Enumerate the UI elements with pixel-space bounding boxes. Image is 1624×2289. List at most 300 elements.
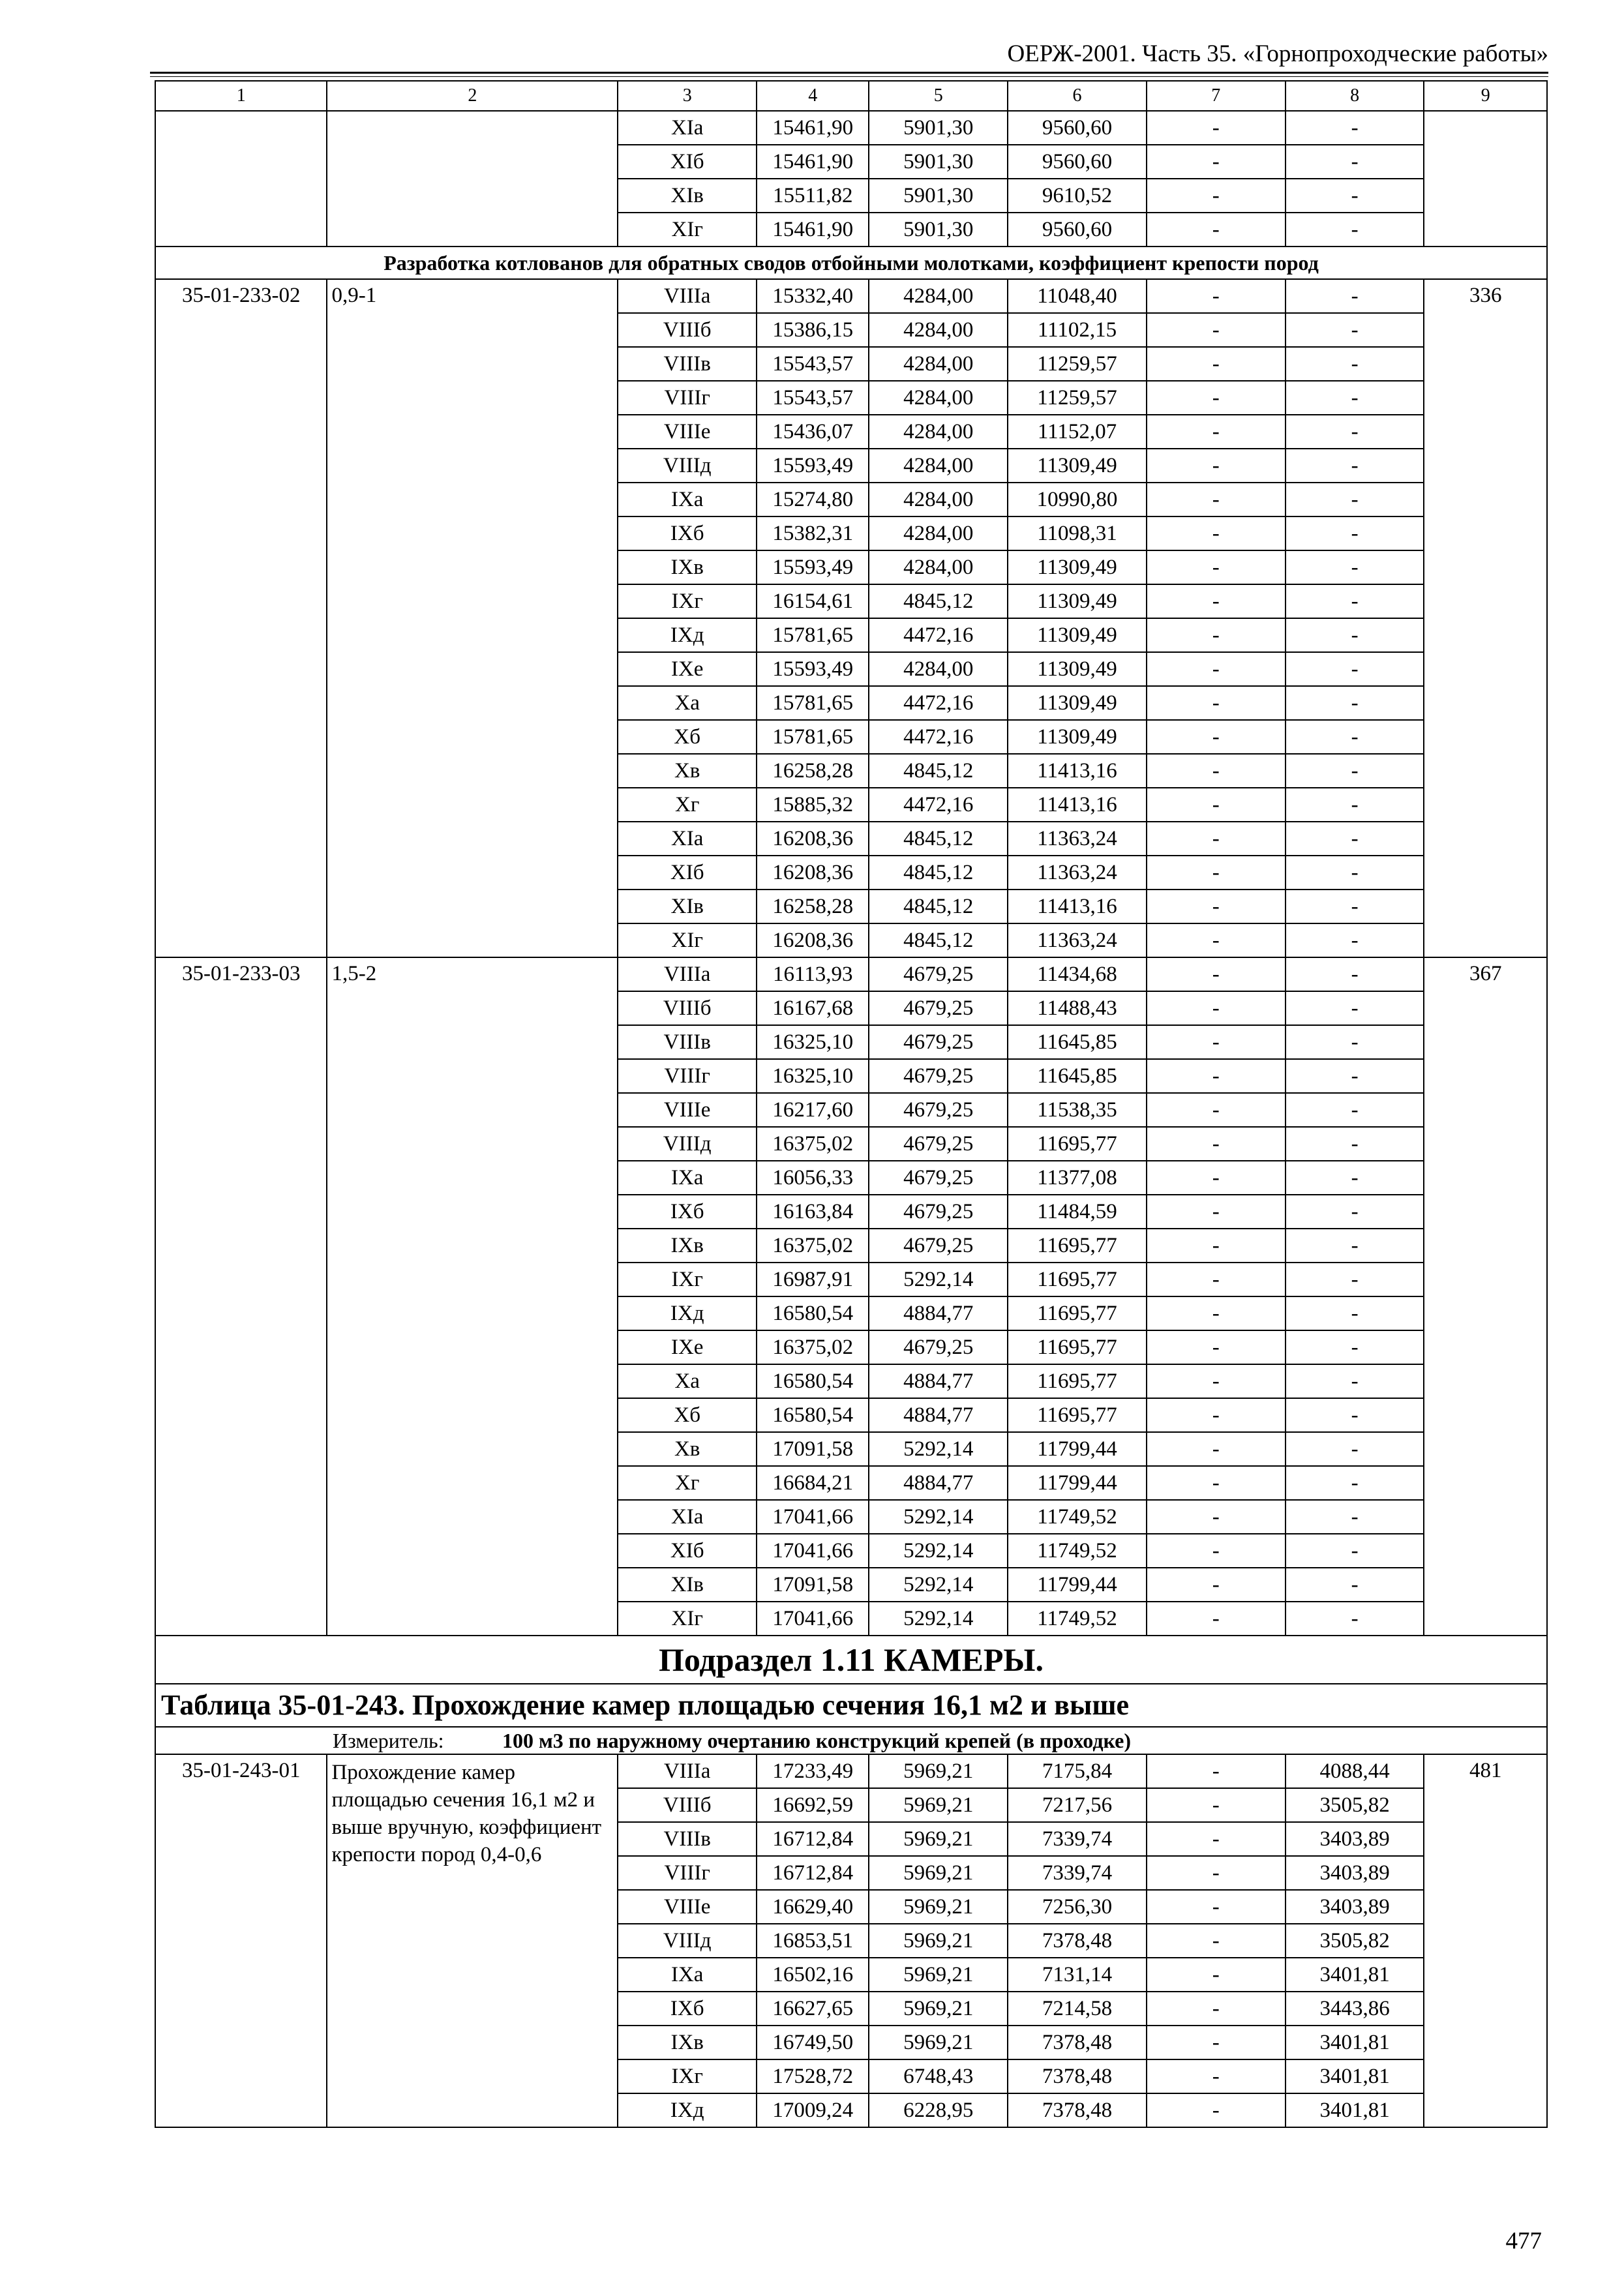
value-cell: 9610,52	[1008, 179, 1147, 213]
value-cell: 16375,02	[757, 1330, 869, 1364]
column-number: 2	[327, 81, 618, 111]
table-row	[155, 279, 1547, 313]
value-cell: -	[1147, 1602, 1286, 1636]
value-cell: -	[1147, 1958, 1286, 1992]
value-cell: -	[1147, 1432, 1286, 1466]
value-cell: 9560,60	[1008, 145, 1147, 179]
value-cell: -	[1147, 279, 1286, 313]
value-cell: 15274,80	[757, 483, 869, 516]
value-cell: -	[1147, 652, 1286, 686]
value-cell: 16375,02	[757, 1127, 869, 1161]
value-cell: -	[1147, 1788, 1286, 1822]
region-zone-cell: VIIIв	[618, 347, 757, 381]
region-zone-cell: XIа	[618, 1500, 757, 1534]
region-zone-cell: VIIIб	[618, 313, 757, 347]
value-cell: -	[1147, 1059, 1286, 1093]
value-cell: -	[1286, 550, 1424, 584]
value-cell: 7378,48	[1008, 2059, 1147, 2093]
value-cell: 4679,25	[869, 1330, 1008, 1364]
value-cell: 4284,00	[869, 449, 1008, 483]
value-cell: -	[1147, 1195, 1286, 1229]
rate-name-cell: 0,9-1	[327, 279, 618, 957]
value-cell: 11538,35	[1008, 1093, 1147, 1127]
value-cell: 15332,40	[757, 279, 869, 313]
value-cell: 17041,66	[757, 1534, 869, 1568]
region-zone-cell: IXв	[618, 2026, 757, 2059]
region-zone-cell: IXв	[618, 1229, 757, 1263]
value-cell: 4845,12	[869, 890, 1008, 923]
value-cell: 3443,86	[1286, 1992, 1424, 2026]
value-cell: -	[1147, 1992, 1286, 2026]
value-cell: 16580,54	[757, 1398, 869, 1432]
value-cell: 11695,77	[1008, 1127, 1147, 1161]
value-cell: 11749,52	[1008, 1534, 1147, 1568]
value-cell: 16154,61	[757, 584, 869, 618]
value-cell: -	[1286, 1602, 1424, 1636]
value-cell: 5292,14	[869, 1568, 1008, 1602]
region-zone-cell: XIб	[618, 1534, 757, 1568]
value-cell: -	[1147, 2093, 1286, 2127]
value-cell: 16712,84	[757, 1856, 869, 1890]
value-cell: 4284,00	[869, 347, 1008, 381]
value-cell: 4679,25	[869, 1059, 1008, 1093]
region-zone-cell: VIIIе	[618, 1890, 757, 1924]
value-cell: -	[1147, 145, 1286, 179]
value-cell: 4845,12	[869, 856, 1008, 890]
region-zone-cell: IXг	[618, 2059, 757, 2093]
value-cell: 7378,48	[1008, 2093, 1147, 2127]
value-cell: 4845,12	[869, 584, 1008, 618]
value-cell: -	[1286, 516, 1424, 550]
value-cell: 16056,33	[757, 1161, 869, 1195]
value-cell: -	[1147, 1229, 1286, 1263]
value-cell: 5969,21	[869, 1890, 1008, 1924]
value-cell: -	[1147, 516, 1286, 550]
value-cell: 11363,24	[1008, 923, 1147, 957]
value-cell: 4884,77	[869, 1364, 1008, 1398]
value-cell: 5969,21	[869, 1958, 1008, 1992]
value-cell: 9560,60	[1008, 213, 1147, 247]
value-cell: 17091,58	[757, 1432, 869, 1466]
value-cell: -	[1286, 584, 1424, 618]
value-cell: 3403,89	[1286, 1856, 1424, 1890]
value-cell: -	[1147, 1568, 1286, 1602]
value-cell: -	[1147, 1500, 1286, 1534]
value-cell: 4284,00	[869, 313, 1008, 347]
value-cell: -	[1286, 890, 1424, 923]
value-cell: -	[1286, 347, 1424, 381]
column-number-row	[155, 81, 1547, 111]
region-zone-cell: VIIIв	[618, 1025, 757, 1059]
value-cell: 4679,25	[869, 1229, 1008, 1263]
value-cell: 4679,25	[869, 1161, 1008, 1195]
value-cell: -	[1286, 483, 1424, 516]
value-cell: 15781,65	[757, 686, 869, 720]
value-cell: 7339,74	[1008, 1856, 1147, 1890]
value-cell: -	[1147, 1330, 1286, 1364]
value-cell: 16217,60	[757, 1093, 869, 1127]
region-zone-cell: VIIIд	[618, 449, 757, 483]
value-cell: -	[1147, 1364, 1286, 1398]
value-cell: 11259,57	[1008, 347, 1147, 381]
value-cell: 4679,25	[869, 1093, 1008, 1127]
value-cell: -	[1147, 1534, 1286, 1568]
value-cell: -	[1147, 788, 1286, 822]
value-cell: 16375,02	[757, 1229, 869, 1263]
rate-code-cell	[155, 111, 327, 247]
value-cell: 11363,24	[1008, 856, 1147, 890]
region-zone-cell: VIIIб	[618, 991, 757, 1025]
value-cell: 17233,49	[757, 1754, 869, 1788]
value-cell: 16853,51	[757, 1924, 869, 1958]
rate-name-cell: 1,5-2	[327, 957, 618, 1636]
value-cell: -	[1147, 1127, 1286, 1161]
region-zone-cell: XIб	[618, 856, 757, 890]
value-cell: -	[1286, 1127, 1424, 1161]
region-zone-cell: Xв	[618, 1432, 757, 1466]
region-zone-cell: Xб	[618, 1398, 757, 1432]
table-title: Таблица 35-01-243. Прохождение камер площадью сечения 16,1 м2 и выше	[155, 1684, 1547, 1727]
value-cell: -	[1286, 1093, 1424, 1127]
value-cell: 15461,90	[757, 145, 869, 179]
value-cell: -	[1286, 213, 1424, 247]
value-cell: -	[1147, 1754, 1286, 1788]
value-cell: 15511,82	[757, 179, 869, 213]
column-number: 8	[1286, 81, 1424, 111]
value-cell: 11309,49	[1008, 449, 1147, 483]
value-cell: -	[1286, 111, 1424, 145]
value-cell: 4284,00	[869, 415, 1008, 449]
value-cell: 7214,58	[1008, 1992, 1147, 2026]
value-cell: 16987,91	[757, 1263, 869, 1296]
region-zone-cell: IXг	[618, 584, 757, 618]
value-cell: 11799,44	[1008, 1432, 1147, 1466]
value-cell: 16712,84	[757, 1822, 869, 1856]
value-cell: -	[1286, 1534, 1424, 1568]
region-zone-cell: IXе	[618, 1330, 757, 1364]
value-cell: 11749,52	[1008, 1500, 1147, 1534]
value-cell: 3505,82	[1286, 1924, 1424, 1958]
section-heading-row	[155, 247, 1547, 279]
value-cell: -	[1147, 1161, 1286, 1195]
value-cell: -	[1147, 991, 1286, 1025]
value-cell: 11048,40	[1008, 279, 1147, 313]
value-cell: 11488,43	[1008, 991, 1147, 1025]
value-cell: 3401,81	[1286, 2059, 1424, 2093]
rate-name-cell	[327, 111, 618, 247]
value-cell: 11413,16	[1008, 754, 1147, 788]
value-cell: -	[1147, 179, 1286, 213]
col9-cell	[1424, 111, 1547, 247]
value-cell: -	[1286, 279, 1424, 313]
value-cell: -	[1147, 2026, 1286, 2059]
value-cell: 16208,36	[757, 856, 869, 890]
running-header: ОЕРЖ-2001. Часть 35. «Горнопроходческие работы»	[1007, 40, 1548, 67]
rate-code-cell: 35-01-243-01	[155, 1754, 327, 2127]
value-cell: -	[1147, 890, 1286, 923]
measure-row	[155, 1727, 1547, 1754]
measure-cell	[155, 1727, 1547, 1754]
region-zone-cell: IXа	[618, 1161, 757, 1195]
section-heading: Разработка котлованов для обратных сводов отбойными молотками, коэффициент крепости пород	[155, 247, 1547, 279]
value-cell: 16749,50	[757, 2026, 869, 2059]
region-zone-cell: VIIIв	[618, 1822, 757, 1856]
value-cell: 5901,30	[869, 111, 1008, 145]
measure-label: Измеритель:	[333, 1729, 444, 1752]
value-cell: 5292,14	[869, 1432, 1008, 1466]
value-cell: 15593,49	[757, 652, 869, 686]
value-cell: 15543,57	[757, 347, 869, 381]
value-cell: -	[1147, 1822, 1286, 1856]
value-cell: 15382,31	[757, 516, 869, 550]
region-zone-cell: VIIIа	[618, 1754, 757, 1788]
value-cell: 3505,82	[1286, 1788, 1424, 1822]
value-cell: 16167,68	[757, 991, 869, 1025]
region-zone-cell: VIIIг	[618, 1856, 757, 1890]
value-cell: -	[1147, 1025, 1286, 1059]
value-cell: -	[1286, 991, 1424, 1025]
value-cell: 15543,57	[757, 381, 869, 415]
value-cell: 6748,43	[869, 2059, 1008, 2093]
value-cell: 15593,49	[757, 449, 869, 483]
value-cell: -	[1147, 213, 1286, 247]
value-cell: 11377,08	[1008, 1161, 1147, 1195]
value-cell: 3401,81	[1286, 2093, 1424, 2127]
value-cell: 11645,85	[1008, 1025, 1147, 1059]
region-zone-cell: IXа	[618, 1958, 757, 1992]
value-cell: 11695,77	[1008, 1263, 1147, 1296]
value-cell: -	[1286, 1398, 1424, 1432]
column-number: 5	[869, 81, 1008, 111]
value-cell: 3403,89	[1286, 1890, 1424, 1924]
value-cell: 4284,00	[869, 516, 1008, 550]
value-cell: -	[1286, 449, 1424, 483]
value-cell: 11309,49	[1008, 652, 1147, 686]
region-zone-cell: Xв	[618, 754, 757, 788]
table-row	[155, 111, 1547, 145]
value-cell: 17091,58	[757, 1568, 869, 1602]
value-cell: 4472,16	[869, 686, 1008, 720]
region-zone-cell: Xг	[618, 1466, 757, 1500]
value-cell: 5969,21	[869, 1992, 1008, 2026]
value-cell: 7175,84	[1008, 1754, 1147, 1788]
value-cell: 16502,16	[757, 1958, 869, 1992]
value-cell: -	[1286, 1263, 1424, 1296]
value-cell: 16325,10	[757, 1025, 869, 1059]
value-cell: -	[1286, 1229, 1424, 1263]
value-cell: 11098,31	[1008, 516, 1147, 550]
subsection-row	[155, 1636, 1547, 1684]
value-cell: 16580,54	[757, 1296, 869, 1330]
value-cell: -	[1286, 1568, 1424, 1602]
region-zone-cell: VIIIа	[618, 279, 757, 313]
value-cell: 7256,30	[1008, 1890, 1147, 1924]
value-cell: 4284,00	[869, 381, 1008, 415]
subsection-title: Подраздел 1.11 КАМЕРЫ.	[155, 1636, 1547, 1684]
value-cell: -	[1147, 1466, 1286, 1500]
value-cell: -	[1147, 822, 1286, 856]
value-cell: 9560,60	[1008, 111, 1147, 145]
region-zone-cell: IXв	[618, 550, 757, 584]
region-zone-cell: VIIIб	[618, 1788, 757, 1822]
value-cell: 16113,93	[757, 957, 869, 991]
value-cell: -	[1147, 381, 1286, 415]
value-cell: -	[1147, 313, 1286, 347]
value-cell: 17009,24	[757, 2093, 869, 2127]
value-cell: 17041,66	[757, 1602, 869, 1636]
value-cell: 4679,25	[869, 1025, 1008, 1059]
value-cell: 11413,16	[1008, 788, 1147, 822]
value-cell: 11695,77	[1008, 1364, 1147, 1398]
value-cell: 17041,66	[757, 1500, 869, 1534]
value-cell: 16208,36	[757, 923, 869, 957]
table-row	[155, 957, 1547, 991]
value-cell: 15436,07	[757, 415, 869, 449]
value-cell: 4472,16	[869, 720, 1008, 754]
region-zone-cell: VIIIг	[618, 381, 757, 415]
value-cell: -	[1286, 720, 1424, 754]
value-cell: 11695,77	[1008, 1398, 1147, 1432]
value-cell: -	[1286, 1432, 1424, 1466]
value-cell: 4088,44	[1286, 1754, 1424, 1788]
value-cell: 5969,21	[869, 1924, 1008, 1958]
value-cell: 5969,21	[869, 2026, 1008, 2059]
value-cell: 17528,72	[757, 2059, 869, 2093]
region-zone-cell: VIIIе	[618, 1093, 757, 1127]
region-zone-cell: IXб	[618, 516, 757, 550]
value-cell: -	[1286, 145, 1424, 179]
value-cell: 11799,44	[1008, 1466, 1147, 1500]
region-zone-cell: IXд	[618, 618, 757, 652]
region-zone-cell: IXб	[618, 1992, 757, 2026]
value-cell: -	[1147, 111, 1286, 145]
value-cell: -	[1147, 686, 1286, 720]
region-zone-cell: IXд	[618, 1296, 757, 1330]
value-cell: -	[1147, 1924, 1286, 1958]
col9-cell: 481	[1424, 1754, 1547, 2127]
region-zone-cell: XIв	[618, 179, 757, 213]
region-zone-cell: XIа	[618, 111, 757, 145]
value-cell: 5901,30	[869, 213, 1008, 247]
rate-code-cell: 35-01-233-03	[155, 957, 327, 1636]
value-cell: -	[1147, 1296, 1286, 1330]
value-cell: 16258,28	[757, 890, 869, 923]
value-cell: 10990,80	[1008, 483, 1147, 516]
table-title-row	[155, 1684, 1547, 1727]
page-number: 477	[1505, 2228, 1542, 2254]
value-cell: -	[1286, 1296, 1424, 1330]
value-cell: 15386,15	[757, 313, 869, 347]
value-cell: -	[1147, 1093, 1286, 1127]
col9-cell: 336	[1424, 279, 1547, 957]
value-cell: -	[1286, 381, 1424, 415]
column-number: 9	[1424, 81, 1547, 111]
value-cell: 7217,56	[1008, 1788, 1147, 1822]
value-cell: -	[1286, 1364, 1424, 1398]
value-cell: 16163,84	[757, 1195, 869, 1229]
value-cell: -	[1147, 347, 1286, 381]
header-rule-thin	[150, 76, 1548, 77]
value-cell: 3401,81	[1286, 1958, 1424, 1992]
value-cell: 4284,00	[869, 550, 1008, 584]
value-cell: -	[1147, 720, 1286, 754]
region-zone-cell: IXд	[618, 2093, 757, 2127]
value-cell: 16258,28	[757, 754, 869, 788]
value-cell: 16692,59	[757, 1788, 869, 1822]
value-cell: -	[1147, 415, 1286, 449]
value-cell: -	[1286, 1025, 1424, 1059]
value-cell: 4679,25	[869, 1127, 1008, 1161]
value-cell: 11484,59	[1008, 1195, 1147, 1229]
value-cell: 4284,00	[869, 483, 1008, 516]
value-cell: 11749,52	[1008, 1602, 1147, 1636]
value-cell: -	[1147, 449, 1286, 483]
region-zone-cell: XIв	[618, 1568, 757, 1602]
region-zone-cell: XIа	[618, 822, 757, 856]
value-cell: -	[1286, 1466, 1424, 1500]
value-cell: 11434,68	[1008, 957, 1147, 991]
value-cell: 11695,77	[1008, 1296, 1147, 1330]
value-cell: 5969,21	[869, 1822, 1008, 1856]
value-cell: 16208,36	[757, 822, 869, 856]
value-cell: 4472,16	[869, 618, 1008, 652]
value-cell: -	[1286, 923, 1424, 957]
value-cell: 4845,12	[869, 754, 1008, 788]
measure-value: 100 м3 по наружному очертанию конструкций крепей (в проходке)	[502, 1729, 1132, 1752]
value-cell: -	[1286, 788, 1424, 822]
value-cell: 7378,48	[1008, 2026, 1147, 2059]
value-cell: 16629,40	[757, 1890, 869, 1924]
value-cell: -	[1147, 923, 1286, 957]
value-cell: -	[1286, 1161, 1424, 1195]
value-cell: 16325,10	[757, 1059, 869, 1093]
value-cell: -	[1286, 856, 1424, 890]
region-zone-cell: XIг	[618, 923, 757, 957]
value-cell: -	[1286, 313, 1424, 347]
rates-table	[155, 80, 1548, 2128]
value-cell: 4679,25	[869, 1195, 1008, 1229]
value-cell: -	[1286, 957, 1424, 991]
value-cell: 11799,44	[1008, 1568, 1147, 1602]
value-cell: -	[1147, 1890, 1286, 1924]
column-number: 1	[155, 81, 327, 111]
value-cell: -	[1147, 483, 1286, 516]
col9-cell: 367	[1424, 957, 1547, 1636]
value-cell: 15781,65	[757, 618, 869, 652]
value-cell: 15885,32	[757, 788, 869, 822]
value-cell: -	[1147, 1398, 1286, 1432]
region-zone-cell: VIIIа	[618, 957, 757, 991]
region-zone-cell: Xа	[618, 686, 757, 720]
value-cell: 4472,16	[869, 788, 1008, 822]
value-cell: 5292,14	[869, 1263, 1008, 1296]
value-cell: 11363,24	[1008, 822, 1147, 856]
value-cell: 4284,00	[869, 279, 1008, 313]
value-cell: 3401,81	[1286, 2026, 1424, 2059]
value-cell: 11102,15	[1008, 313, 1147, 347]
value-cell: 11309,49	[1008, 686, 1147, 720]
value-cell: -	[1147, 957, 1286, 991]
value-cell: -	[1286, 1330, 1424, 1364]
value-cell: 4884,77	[869, 1398, 1008, 1432]
value-cell: -	[1147, 584, 1286, 618]
value-cell: 11309,49	[1008, 720, 1147, 754]
value-cell: 5969,21	[869, 1754, 1008, 1788]
value-cell: -	[1286, 1059, 1424, 1093]
value-cell: 5292,14	[869, 1534, 1008, 1568]
value-cell: 5292,14	[869, 1500, 1008, 1534]
value-cell: 15461,90	[757, 213, 869, 247]
